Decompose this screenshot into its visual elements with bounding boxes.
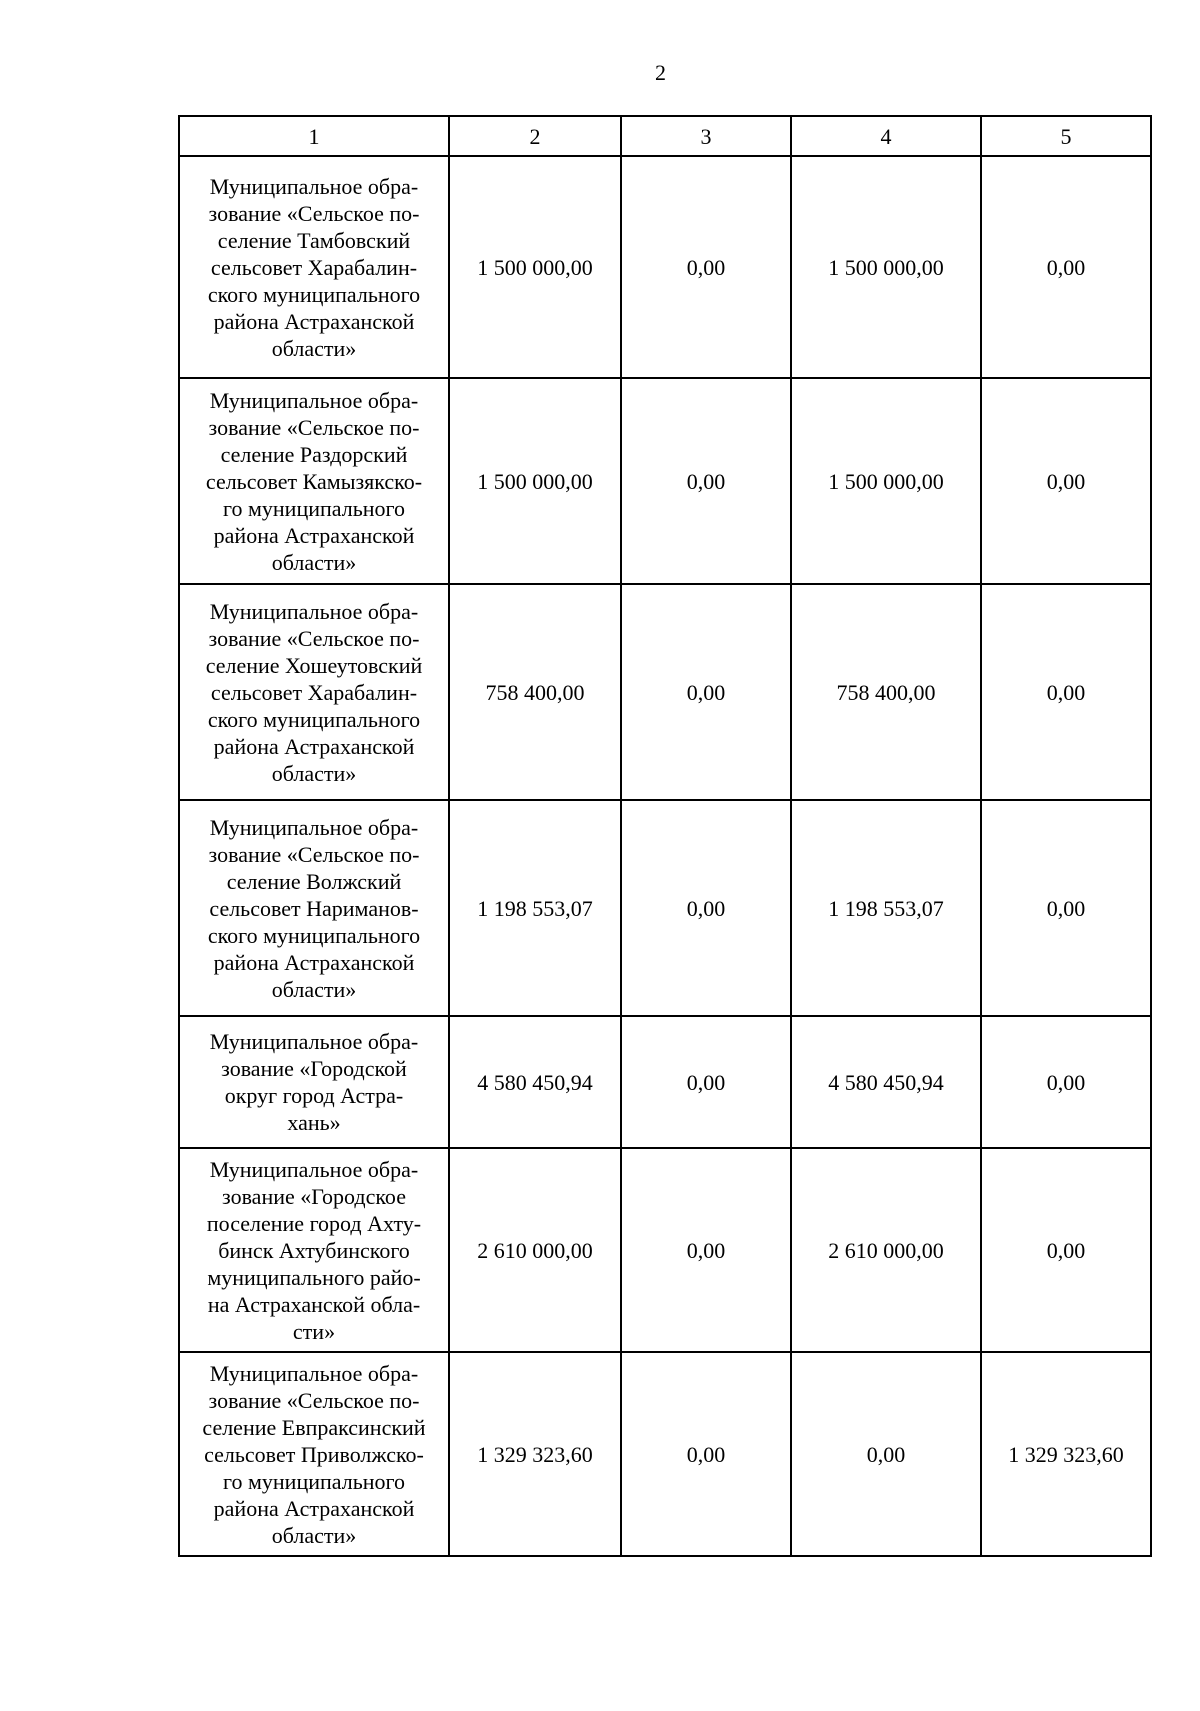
amount-col5: 0,00 <box>981 1148 1151 1352</box>
amount-col3: 0,00 <box>621 1352 791 1556</box>
amount-col2: 1 500 000,00 <box>449 378 621 584</box>
municipality-name-cell <box>179 1148 449 1352</box>
page-number <box>0 60 1200 86</box>
amount-col3: 0,00 <box>621 1148 791 1352</box>
column-header-3: 3 <box>621 116 791 156</box>
page-number-text: 2 <box>655 60 666 85</box>
municipality-name-cell <box>179 1352 449 1556</box>
amount-col4: 4 580 450,94 <box>791 1016 981 1148</box>
amount-col3: 0,00 <box>621 584 791 800</box>
amount-col4: 758 400,00 <box>791 584 981 800</box>
municipality-name: Муниципальное обра- зование «Сельское по- селение Тамбовский сельсовет Харабалин- ского муниципального района Астраханской области» <box>207 173 421 361</box>
amount-col2: 1 500 000,00 <box>449 156 621 378</box>
municipality-name-cell <box>179 800 449 1016</box>
table-row <box>179 1352 1151 1556</box>
table-header <box>179 116 1151 156</box>
amount-col5: 0,00 <box>981 156 1151 378</box>
municipality-name: Муниципальное обра- зование «Городское поселение город Ахту- бинск Ахтубинского муниципального райо- на Астраханской обла- сти» <box>206 1156 422 1344</box>
table-row <box>179 1148 1151 1352</box>
municipality-name: Муниципальное обра- зование «Сельское по- селение Раздорский сельсовет Камызякско- го муниципального района Астраханской области» <box>205 387 423 575</box>
municipality-name: Муниципальное обра- зование «Сельское по- селение Волжский сельсовет Нариманов- ского муниципального района Астраханской области» <box>207 814 421 1002</box>
table-header-row <box>179 116 1151 156</box>
table-body <box>179 156 1151 1556</box>
municipality-name-cell <box>179 156 449 378</box>
amount-col3: 0,00 <box>621 378 791 584</box>
table-row <box>179 800 1151 1016</box>
table-row <box>179 156 1151 378</box>
column-header-4: 4 <box>791 116 981 156</box>
amount-col5: 1 329 323,60 <box>981 1352 1151 1556</box>
municipality-name: Муниципальное обра- зование «Сельское по- селение Хошеутовский сельсовет Харабалин- ского муниципального района Астраханской области» <box>205 598 423 786</box>
column-header-5: 5 <box>981 116 1151 156</box>
amount-col5: 0,00 <box>981 800 1151 1016</box>
amount-col4: 0,00 <box>791 1352 981 1556</box>
column-header-1: 1 <box>179 116 449 156</box>
amount-col3: 0,00 <box>621 800 791 1016</box>
amount-col4: 2 610 000,00 <box>791 1148 981 1352</box>
amount-col4: 1 500 000,00 <box>791 156 981 378</box>
table-row <box>179 1016 1151 1148</box>
amount-col2: 4 580 450,94 <box>449 1016 621 1148</box>
amount-col3: 0,00 <box>621 1016 791 1148</box>
amount-col5: 0,00 <box>981 378 1151 584</box>
amount-col2: 2 610 000,00 <box>449 1148 621 1352</box>
amount-col5: 0,00 <box>981 584 1151 800</box>
municipality-name: Муниципальное обра- зование «Городской округ город Астра- хань» <box>209 1029 419 1135</box>
table-row <box>179 378 1151 584</box>
amount-col4: 1 198 553,07 <box>791 800 981 1016</box>
amount-col5: 0,00 <box>981 1016 1151 1148</box>
amount-col2: 1 198 553,07 <box>449 800 621 1016</box>
amount-col2: 1 329 323,60 <box>449 1352 621 1556</box>
table-row <box>179 584 1151 800</box>
municipality-name-cell <box>179 378 449 584</box>
municipality-name-cell <box>179 1016 449 1148</box>
municipality-name: Муниципальное обра- зование «Сельское по- селение Евпраксинский сельсовет Приволжско- го муниципального района Астраханской области» <box>202 1360 426 1548</box>
appendix-table <box>178 115 1152 1557</box>
amount-col3: 0,00 <box>621 156 791 378</box>
amount-col4: 1 500 000,00 <box>791 378 981 584</box>
amount-col2: 758 400,00 <box>449 584 621 800</box>
municipality-name-cell <box>179 584 449 800</box>
column-header-2: 2 <box>449 116 621 156</box>
